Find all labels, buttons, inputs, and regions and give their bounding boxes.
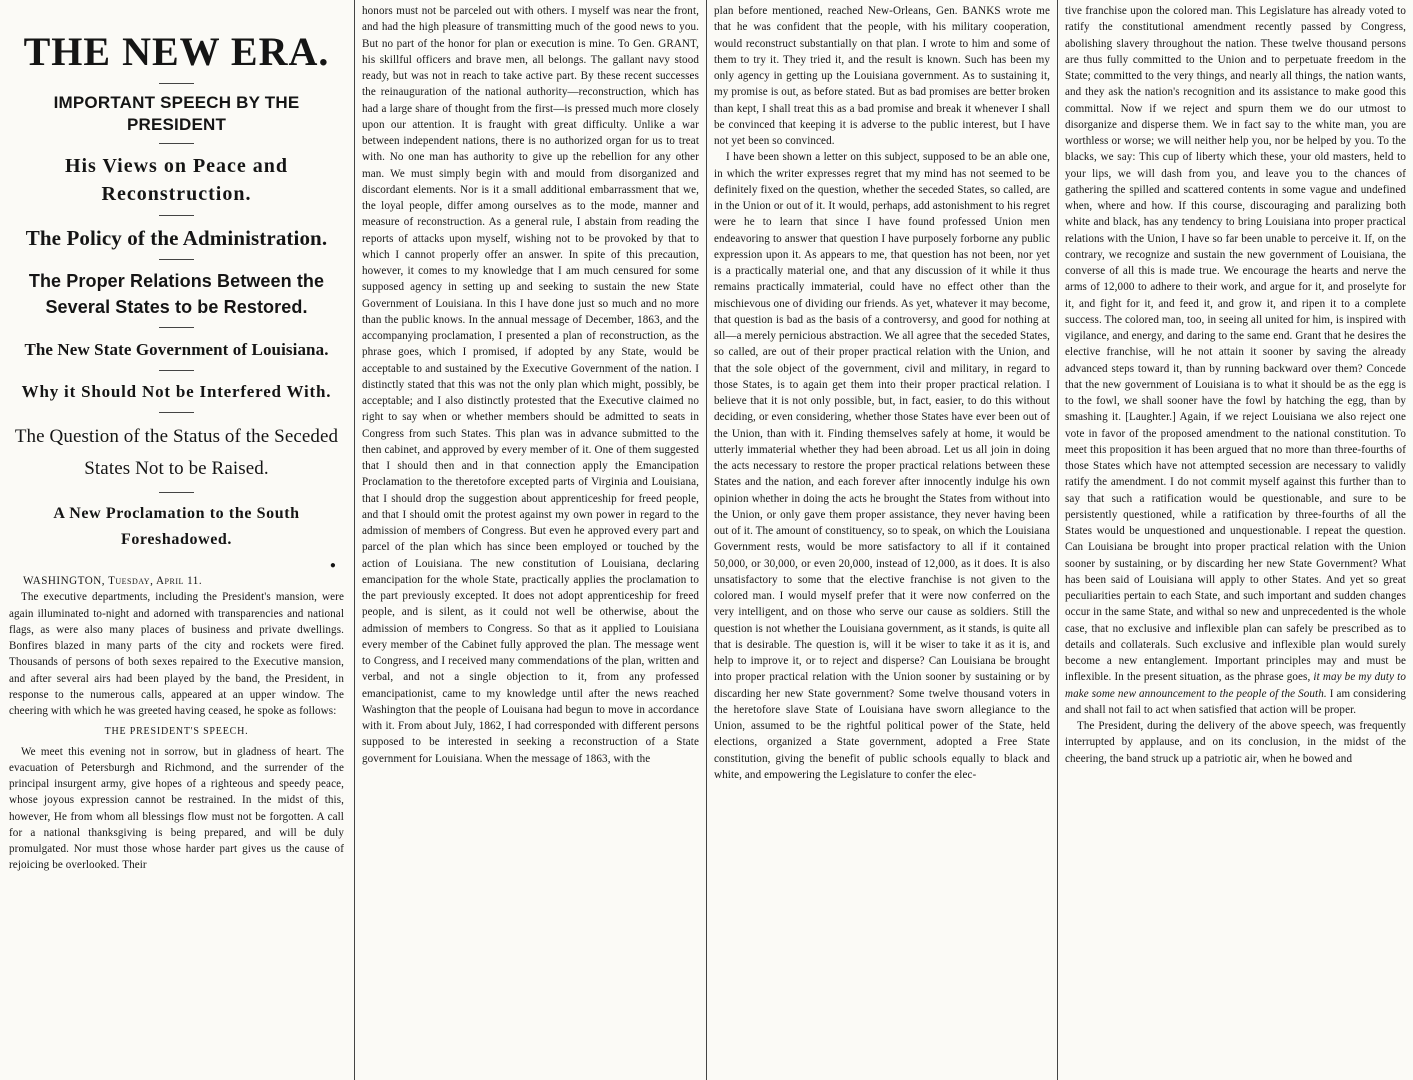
paragraph-text: I am considering and shall not fail to act when satisfied that action will be proper. (1065, 687, 1407, 716)
headline-4: The Proper Relations Between the Several States to be Restored. (28, 271, 325, 317)
ornament: ● (329, 560, 336, 571)
paragraph: The President, during the delivery of the above speech, was frequently interrupted by applause, and on its conclusion, in the midst of the cheering, the band struck up a patriotic air, when he bowed and (1065, 720, 1406, 765)
paragraph: We meet this evening not in sorrow, but in gladness of heart. The evacuation of Petersburgh and Richmond, and the surrender of the principal insurgent army, give hopes of a righteous and speedy peace, whose joyous expression cannot be restrained. In the midst of this, however, He from whom all blessings flow must not be forgotten. A call for a national thanksgiving is being prepared, and will be duly promulgated. Nor must those whose harder part gives us the cause of rejoicing be overlooked. Their (9, 745, 344, 872)
divider (159, 215, 194, 216)
headline-7: The Question of the Status of the Seceded States Not to be Raised. (14, 426, 339, 479)
divider (159, 259, 194, 260)
divider (159, 143, 194, 144)
column-1 (0, 0, 355, 1080)
dateline: WASHINGTON, Tuesday, April 11. (23, 575, 203, 587)
headline-1: IMPORTANT SPEECH BY THE PRESIDENT (53, 93, 300, 134)
headline-8: A New Proclamation to the South Foreshadowed. (53, 505, 300, 548)
divider (159, 370, 194, 371)
paragraph (1065, 3, 1406, 718)
divider (159, 492, 194, 493)
speech-heading: THE PRESIDENT'S SPEECH. (104, 726, 249, 738)
column-2 (355, 0, 707, 1080)
paragraph-text: tive franchise upon the colored man. This Legislature has already voted to ratify the constitutional amendment recently passed by Congress, abolishing slavery throughout the nation. These twelve thousand persons are thus fully committed to the Union and to perpetuate freedom in the State; committed to the very things, and nearly all things, the nation wants, and they ask the nation's recognition and its assistance to make good this committal. Now if we reject and spurn them we do our utmost to disorganize and disperse them. We in fact say to the white man, you are worthless or worse; we will neither help you, nor be helped by you. To the blacks, we say: This cup of liberty which these, your old masters, held to your lips, we will dash from you, and leave you to the chances of gathering the spilled and scattered contents in some vague and undefined when, where and how. If this course, discouraging and paralizing both white and black, has any tendency to bring Louisiana into proper practical relations with the Union, I have so far been unable to perceive it. If, on the contrary, we recognize and sustain the new government of Louisiana, the converse of all this is made true. We encourage the hearts and nerve the arms of 12,000 to adhere to their work, and argue for it, and proselyte for it, and fight for it, and feed it, and grow it, and ripen it to a complete success. The colored man, too, in seeing all united for him, is inspired with vigilance, and energy, and daring to the same end. Grant that he desires the elective franchise, will he not attain it sooner by saving the already advanced steps toward it, than by running backward over them? Concede that the new government of Louisiana is to what it should be as the egg is to the fowl, we shall sooner have the fowl by hatching the egg, than by smashing it. [Laughter.] Again, if we reject Louisiana we also reject one vote in favor of the proposed amendment to the national constitution. To meet this proposition it has been argued that no more than three-fourths of those States which have not attempted secession are necessary to validly ratify the amendment. I do not commit myself against this further than to say that such a ratification would be questionable, and sure to be persistently questioned, while a ratification by three-fourths of all the States would be unquestioned and unquestionable. I repeat the question. Can Louisiana be brought into proper practical relation with the Union sooner by sustaining, or by discarding her new State Government? What has been said of Louisiana will apply to other States. And yet so great peculiarities pertain to each State, and such important and sudden changes occur in the same State, and withal so new and unprecedented is the whole case, that no exclusive and inflexible plan can safely be prescribed as to details and collaterals. Such exclusive and inflexible plan would surely become a new entanglement. Important principles may and must be inflexible. In the present situation, as the phrase goes, (1065, 5, 1406, 684)
column-4 (1058, 0, 1413, 1080)
italic-text: it may be my duty to make some new announcement to the people of the South. (1065, 671, 1406, 700)
headline-2: His Views on Peace and Reconstruction. (64, 155, 289, 205)
paragraph: plan before mentioned, reached New-Orleans, Gen. BANKS wrote me that he was confident that the people, with his military cooperation, would reconstruct substantially on that plan. I wrote to him and some of them to try it. They tried it, and the result is known. Such has been my only agency in getting up the Louisiana government. As to sustaining it, my promise is out, as before stated. But as bad promises are better broken than kept, I shall treat this as a bad promise and break it whenever I shall be convinced that keeping it is adverse to the public interest, but I have not yet been so convinced. (714, 5, 1050, 147)
headline-3: The Policy of the Administration. (25, 226, 328, 250)
divider (159, 412, 194, 413)
masthead: THE NEW ERA. (23, 29, 330, 74)
headline-5: The New State Government of Louisiana. (24, 340, 329, 359)
divider (159, 327, 194, 328)
column-3 (707, 0, 1058, 1080)
paragraph: I have been shown a letter on this subject, supposed to be an able one, in which the writer expresses regret that my mind has not seemed to be definitely fixed on the question, whether the seceded States, so called, are in the Union or out of it. It would, perhaps, add astonishment to his regret were he to learn that since I have found professed Union men endeavoring to answer that question I have purposely forborne any public expression upon it. As appears to me, that question has not been, nor yet is a practically material one, and that any discussion of it while it thus remains practically immaterial, could have no effect other than the mischievous one of dividing our friends. As yet, whatever it may become, that question is bad as the basis of a controversy, and good for nothing at all—a merely pernicious abstraction. We all agree that the seceded States, so called, are out of their proper practical relation with the Union, and that the sole object of the government, civil and military, in regard to those States, is to again get them into their proper practical relation. I believe that it is not only possible, but, in fact, easier, to do this without deciding, or even considering, whether those States have ever been out of the Union, than with it. Finding themselves safely at home, it would be utterly immaterial whether they had been abroad. Let us all join in doing the acts necessary to restore the proper practical relations between these States and the nation, and each forever after innocently indulge his own opinion whether in doing the acts he brought the States from without into the Union, or only gave them proper assistance, they never having been out of it. The amount of constituency, so to speak, on which the Louisiana Government rests, would be more satisfactory to all if it contained 50,000, or 30,000, or even 20,000, instead of 12,000, as it does. It is also unsatisfactory to some that the elective franchise is not given to the colored man. I would myself prefer that it were now conferred on the very intelligent, and on those who serve our cause as soldiers. Still the question is not whether the Louisiana government, as it stands, is quite all that is desirable. The question is, will it be wiser to take it as it is, and help to improve it, or to reject and disperse? Can Louisiana be brought into proper practical relation with the Union sooner by sustaining or by discarding her new State government? Some twelve thousand voters in the heretofore slave State of Louisiana have sworn allegiance to the Union, assumed to be the rightful political power of the State, held elections, organized a State government, adopted a Free State constitution, giving the benefit of public schools equally to black and white, and empowering the Legislature to confer the elec- (714, 151, 1050, 781)
headline-6: Why it Should Not be Interfered With. (21, 382, 332, 401)
divider (159, 83, 194, 84)
paragraph: honors must not be parceled out with others. I myself was near the front, and had the high pleasure of transmitting much of the good news to you. But no part of the honor for plan or execution is mine. To Gen. GRANT, his skillful officers and brave men, all belongs. The gallant navy stood ready, but was not in reach to take active part. By these recent successes the reinauguration of the national authority—reconstruction, which has had a large share of thought from the first—is pressed much more closely upon our attention. It is fraught with great difficulty. Unlike a war between independent nations, there is no authorized organ for us to treat with. No one man has authority to give up the rebellion for any other man. We must simply begin with and mould from disorganized and discordant elements. Nor is it a small additional embarrassment that we, the loyal people, differ among ourselves as to the mode, manner and measure of reconstruction. As a general rule, I abstain from reading the reports of attacks upon myself, wishing not to be provoked by that to which I cannot properly offer an answer. In spite of this precaution, however, it comes to my knowledge that I am much censured for some supposed agency in setting up and seeking to sustain the new State Government of Louisiana. In this I have done just so much and no more than the public knows. In the annual message of December, 1863, and the accompanying proclamation, I presented a plan of reconstruction, as the phrase goes, which I promised, if adopted by any State, would be acceptable to and sustained by the Executive Government of the nation. I distinctly stated that this was not the only plan which might, possibly, be acceptable; and I also distinctly protested that the Executive claimed no right to say when or whether members should be admitted to seats in Congress from such States. This plan was in advance submitted to the then cabinet, and approved by every member of it. One of them suggested that I should then and in that connection apply the Emancipation Proclamation to the theretofore excepted parts of Virginia and Louisiana, that I should drop the suggestion about apprenticeship for freed people, and that I should omit the protest against my own power in regard to the admission of members of Congress. But even he approved every part and parcel of the plan which has since been employed or touched by the action of Louisiana. The new constitution of Louisiana, declaring emancipation for the whole State, practically applies the proclamation to the part previously excepted. It does not adopt apprenticeship for freed people, and is silent, as it could not well be otherwise, about the admission of members to Congress. So that as it applied to Louisiana every member of the Cabinet fully approved the plan. The message went to Congress, and I received many commendations of the plan, written and verbal, and not a single objection to it, from any professed emancipationist, came to my knowledge until after the news reached Washington that the people of Louisana had begun to move in accordance with it. From about July, 1862, I had corresponded with different persons supposed to be interested in seeking a reconstruction of a State government for Louisiana. When the message of 1863, with the (362, 5, 699, 765)
paragraph: The executive departments, including the President's mansion, were again illuminated to-night and adorned with transparencies and national flags, as were also many places of business and private dwellings. Bonfires blazed in many parts of the city and rockets were fired. Thousands of persons of both sexes repaired to the Executive mansion, and after several airs had been played by the band, the President, in response to the numerous calls, appeared at an upper window. The cheering with which he was greeted having ceased, he spoke as follows: (9, 591, 344, 717)
